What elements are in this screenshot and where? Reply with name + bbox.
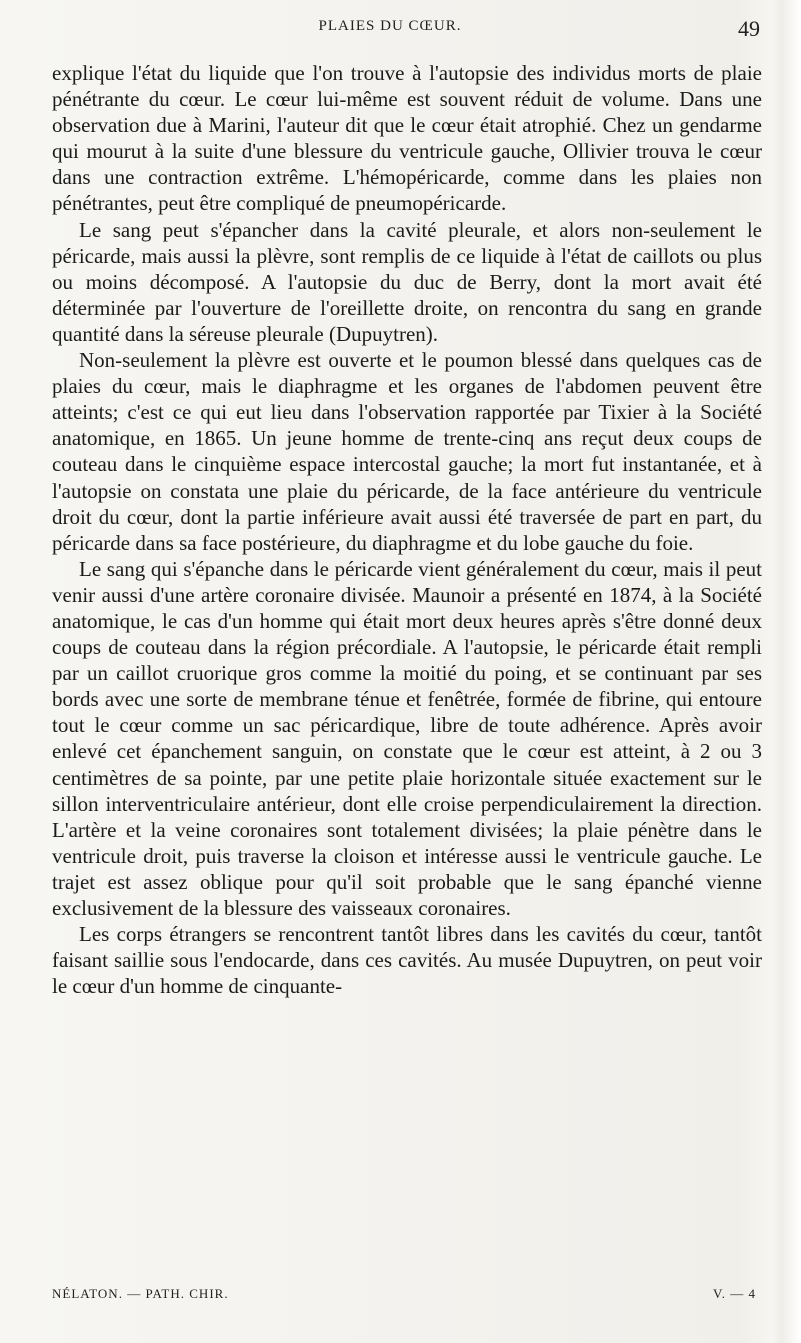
page-number: 49 — [738, 16, 760, 41]
page-header — [20, 16, 760, 42]
paragraph-5: Les corps étrangers se rencontrent tantôt libres dans les cavités du cœur, tantôt faisant saillie sous l'endocarde, dans ces cavités. Au musée Dupuytren, on peut voir le cœur d'un homme de cinquante- — [52, 922, 762, 999]
paragraph-3: Non-seulement la plèvre est ouverte et le poumon blessé dans quelques cas de plaies du cœur, mais le diaphragme et les organes de l'abdomen peuvent être atteints; c'est ce qui eut lieu dans l'observation rapportée par Tixier à la Société anatomique, en 1865. Un jeune homme de trente-cinq ans reçut deux coups de couteau dans le cinquième espace intercostal gauche; la mort fut instantanée, et à l'autopsie on constata une plaie du péricarde, de la face antérieure du ventricule droit du cœur, dont la partie inférieure avait aussi été traversée de part en part, du péricarde dans sa face postérieure, du diaphragme et du lobe gauche du foie. — [52, 348, 762, 555]
signature-mark: NÉLATON. — PATH. CHIR. — [52, 1286, 229, 1301]
page-body — [52, 60, 762, 1210]
paragraph-1: explique l'état du liquide que l'on trouve à l'autopsie des individus morts de plaie pénétrante du cœur. Le cœur lui-même est souvent réduit de volume. Dans une observation due à Marini, l'auteur dit que le cœur était atrophié. Chez un gendarme qui mourut à la suite d'une blessure du ventricule gauche, Ollivier trouva le cœur dans une contraction extrême. L'hémopéricarde, comme dans les plaies non pénétrantes, peut être compliqué de pneumopéricarde. — [52, 61, 762, 216]
paragraph-4: Le sang qui s'épanche dans le péricarde vient généralement du cœur, mais il peut venir aussi d'une artère coronaire divisée. Maunoir a présenté en 1874, à la Société anatomique, le cas d'un homme qui était mort deux heures après s'être donné deux coups de couteau dans la région précordiale. A l'autopsie, le péricarde était rempli par un caillot cruorique gros comme la moitié du poing, et se continuant par ses bords avec une sorte de membrane ténue et fenêtrée, formée de fibrine, qui entoure tout le cœur comme un sac péricardique, libre de toute adhérence. Après avoir enlevé cet épanchement sanguin, on constate que le cœur est atteint, à 2 ou 3 centimètres de sa pointe, par une petite plaie horizontale située exactement sur le sillon interventriculaire antérieur, dont elle croise perpendiculairement la direction. L'artère et la veine coronaires sont totalement divisées; la plaie pénètre dans le ventricule droit, puis traverse la cloison et intéresse aussi le ventricule gauche. Le trajet est assez oblique pour qu'il soit probable que le sang épanché vienne exclusivement de la blessure des vaisseaux coronaires. — [52, 556, 762, 920]
page-footer — [52, 1272, 762, 1308]
paragraph-2: Le sang peut s'épancher dans la cavité pleurale, et alors non-seulement le péricarde, mais aussi la plèvre, sont remplis de ce liquide à l'état de caillots ou plus ou moins décomposé. A l'autopsie du duc de Berry, dont la mort avait été déterminée par l'ouverture de l'oreillette droite, on rencontra du sang en grande quantité dans la séreuse pleurale (Dupuytren). — [52, 217, 762, 346]
page-edge — [773, 0, 801, 1343]
running-head: PLAIES DU CŒUR. — [318, 18, 462, 34]
volume-signature: V. — 4 — [713, 1286, 756, 1301]
